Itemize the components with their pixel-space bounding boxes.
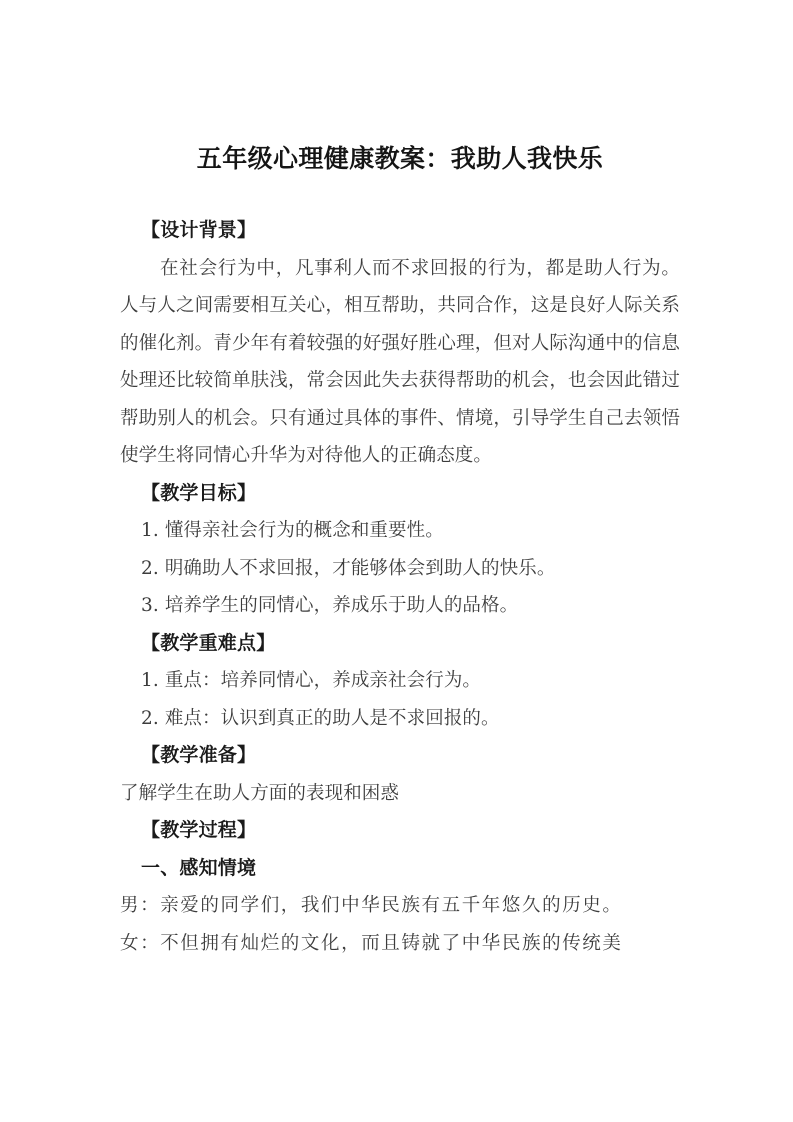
- section-key-difficult-points: [120, 625, 680, 738]
- document-content: [120, 0, 680, 962]
- subheading-perceive-situation: 一、感知情境: [141, 856, 257, 879]
- list-item: 3. 培养学生的同情心，养成乐于助人的品格。: [141, 595, 519, 616]
- section-heading-teaching-process: 【教学过程】: [141, 819, 257, 841]
- section-heading-teaching-objectives: 【教学目标】: [141, 481, 257, 504]
- list-item: 1. 重点：培养同情心，养成亲社会行为。: [141, 670, 482, 691]
- section-teaching-preparation: [120, 737, 680, 812]
- list-item: 1. 懂得亲社会行为的概念和重要性。: [141, 520, 444, 541]
- page-title: 五年级心理健康教案：我助人我快乐: [196, 144, 604, 173]
- section-teaching-objectives: [120, 475, 680, 625]
- paragraph-design-background: 在社会行为中，凡事利人而不求回报的行为，都是助人行为。人与人之间需要相互关心，相互帮助，共同合作，这是良好人际关系的催化剂。青少年有着较强的好强好胜心理，但对人际沟通中的信息处理还比较简单肤浅，常会因此失去获得帮助的机会，也会因此错过帮助别人的机会。只有通过具体的事件、情境，引导学生自己去领悟使学生将同情心升华为对待他人的正确态度。: [120, 257, 680, 466]
- section-design-background: [120, 212, 680, 475]
- section-teaching-process: [120, 812, 680, 962]
- paragraph-teaching-preparation: 了解学生在助人方面的表现和困惑: [120, 782, 400, 804]
- dialogue-line-male: 男：亲爱的同学们，我们中华民族有五千年悠久的历史。: [120, 895, 623, 916]
- list-item: 2. 明确助人不求回报，才能够体会到助人的快乐。: [141, 557, 556, 579]
- section-heading-teaching-preparation: 【教学准备】: [141, 744, 257, 766]
- section-heading-key-difficult-points: 【教学重难点】: [141, 631, 276, 654]
- list-item: 2. 难点：认识到真正的助人是不求回报的。: [141, 707, 500, 729]
- dialogue-line-female: 女：不但拥有灿烂的文化，而且铸就了中华民族的传统美: [120, 932, 623, 954]
- section-heading-design-background: 【设计背景】: [141, 219, 257, 241]
